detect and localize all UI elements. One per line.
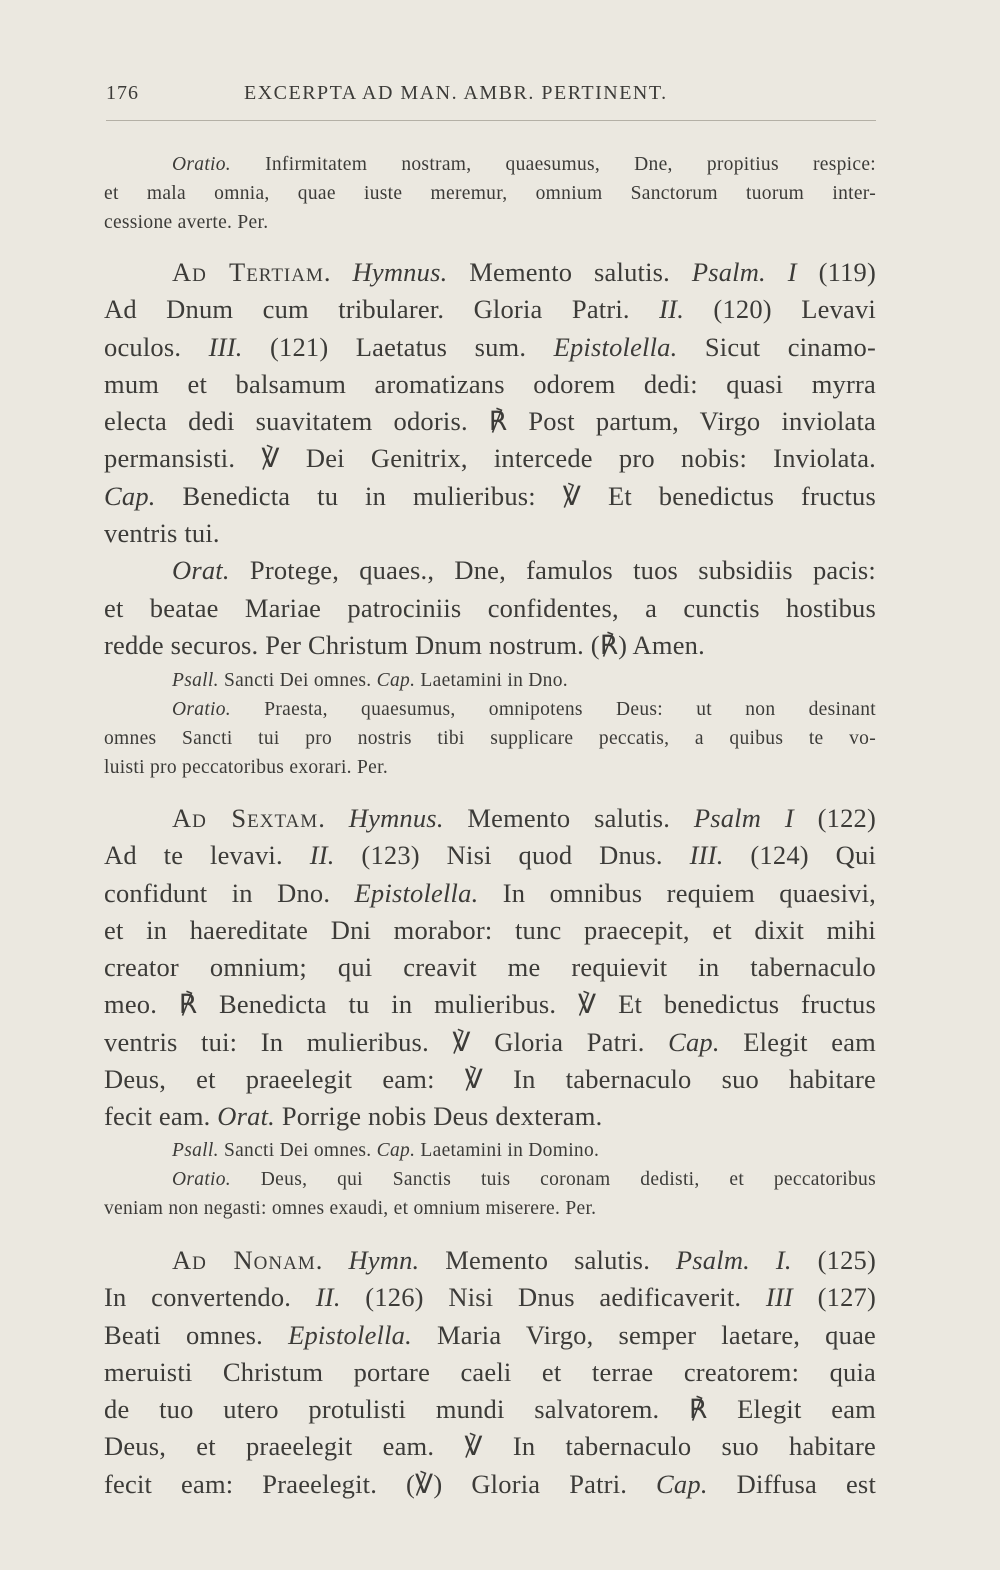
text-line: fecit eam: Praeelegit. (℣) Gloria Patri. Cap. Diffusa est xyxy=(104,1468,877,1499)
text-line: redde securos. Per Christum Dnum nostrum. (℟) Amen. xyxy=(104,629,705,660)
text-line: et mala omnia, quae iuste meremur, omnium Sanctorum tuorum inter- xyxy=(104,183,876,204)
text-line: Psall. Sancti Dei omnes. Cap. Laetamini in Domino. xyxy=(172,1140,600,1161)
text-line: Beati omnes. Epistolella. Maria Virgo, semper laetare, quae xyxy=(104,1319,877,1350)
text-line: Oratio. Infirmitatem nostram, quaesumus, Dne, propitius respice: xyxy=(172,154,876,175)
text-line: omnes Sancti tui pro nostris tibi supplicare peccatis, a quibus te vo- xyxy=(104,728,876,749)
page-number: 176 xyxy=(106,82,139,104)
text-line: Deus, et praeelegit eam. ℣ In tabernaculo suo habitare xyxy=(104,1431,876,1462)
text-line: creator omnium; qui creavit me requievit in tabernaculo xyxy=(104,952,876,983)
text-line: Cap. Benedicta tu in mulieribus: ℣ Et benedictus fructus xyxy=(104,480,876,511)
text-line: ventris tui. xyxy=(104,518,220,549)
text-line: Ad Sextam. Hymnus. Memento salutis. Psalm I (122) xyxy=(172,803,876,833)
text-line: meo. ℟ Benedicta tu in mulieribus. ℣ Et benedictus fructus xyxy=(104,989,876,1020)
text-line: et beatae Mariae patrociniis confidentes, a cunctis hostibus xyxy=(104,592,876,623)
paragraph-ad-sextam xyxy=(104,800,876,1136)
text-line: Ad Dnum cum tribularer. Gloria Patri. II. (120) Levavi xyxy=(104,294,876,325)
text-line: ventris tui: In mulieribus. ℣ Gloria Patri. Cap. Elegit eam xyxy=(104,1026,876,1057)
text-line: electa dedi suavitatem odoris. ℟ Post partum, Virgo inviolata xyxy=(104,406,876,437)
text-line: et in haereditate Dni morabor: tunc praecepit, et dixit mihi xyxy=(104,914,876,945)
text-line: veniam non negasti: omnes exaudi, et omnium miserere. Per. xyxy=(104,1198,597,1219)
text-line: de tuo utero protulisti mundi salvatorem. ℟ Elegit eam xyxy=(104,1394,876,1425)
text-line: Ad Nonam. Hymn. Memento salutis. Psalm. I. (125) xyxy=(172,1245,876,1275)
text-line: confidunt in Dno. Epistolella. In omnibus requiem quaesivi, xyxy=(104,877,876,908)
text-line: cessione averte. Per. xyxy=(104,212,269,233)
text-line: Orat. Protege, quaes., Dne, famulos tuos subsidiis pacis: xyxy=(172,555,876,586)
text-line: Ad Tertiam. Hymnus. Memento salutis. Psalm. I (119) xyxy=(172,257,876,287)
text-line: In convertendo. II. (126) Nisi Dnus aedificaverit. III (127) xyxy=(104,1282,877,1313)
page-header xyxy=(106,82,876,112)
text-line: luisti pro peccatoribus exorari. Per. xyxy=(104,757,389,778)
text-line: Oratio. Praesta, quaesumus, omnipotens Deus: ut non desinant xyxy=(172,699,876,720)
text-line: Oratio. Deus, qui Sanctis tuis coronam dedisti, et peccatoribus xyxy=(172,1169,876,1190)
text-line: mum et balsamum aromatizans odorem dedi: quasi myrra xyxy=(104,368,876,399)
text-line: Deus, et praeelegit eam: ℣ In tabernaculo suo habitare xyxy=(104,1064,876,1095)
text-line: permansisti. ℣ Dei Genitrix, intercede pro nobis: Inviolata. xyxy=(104,443,876,474)
text-line: Ad te levavi. II. (123) Nisi quod Dnus. III. (124) Qui xyxy=(104,840,877,871)
paragraph-psall-tertiam xyxy=(104,666,876,782)
paragraph-oratio-infirmitatem xyxy=(104,150,876,237)
paragraph-psall-sextam xyxy=(104,1136,876,1223)
header-rule xyxy=(106,120,876,121)
paragraph-ad-tertiam xyxy=(104,254,876,664)
text-line: oculos. III. (121) Laetatus sum. Epistolella. Sicut cinamo- xyxy=(104,331,876,362)
running-title: EXCERPTA AD MAN. AMBR. PERTINENT. xyxy=(244,82,668,104)
paragraph-ad-nonam xyxy=(104,1242,876,1503)
text-line: meruisti Christum portare caeli et terrae creatorem: quia xyxy=(104,1356,876,1387)
text-line: fecit eam. Orat. Porrige nobis Deus dexteram. xyxy=(104,1101,603,1132)
text-line: Psall. Sancti Dei omnes. Cap. Laetamini in Dno. xyxy=(172,670,568,691)
